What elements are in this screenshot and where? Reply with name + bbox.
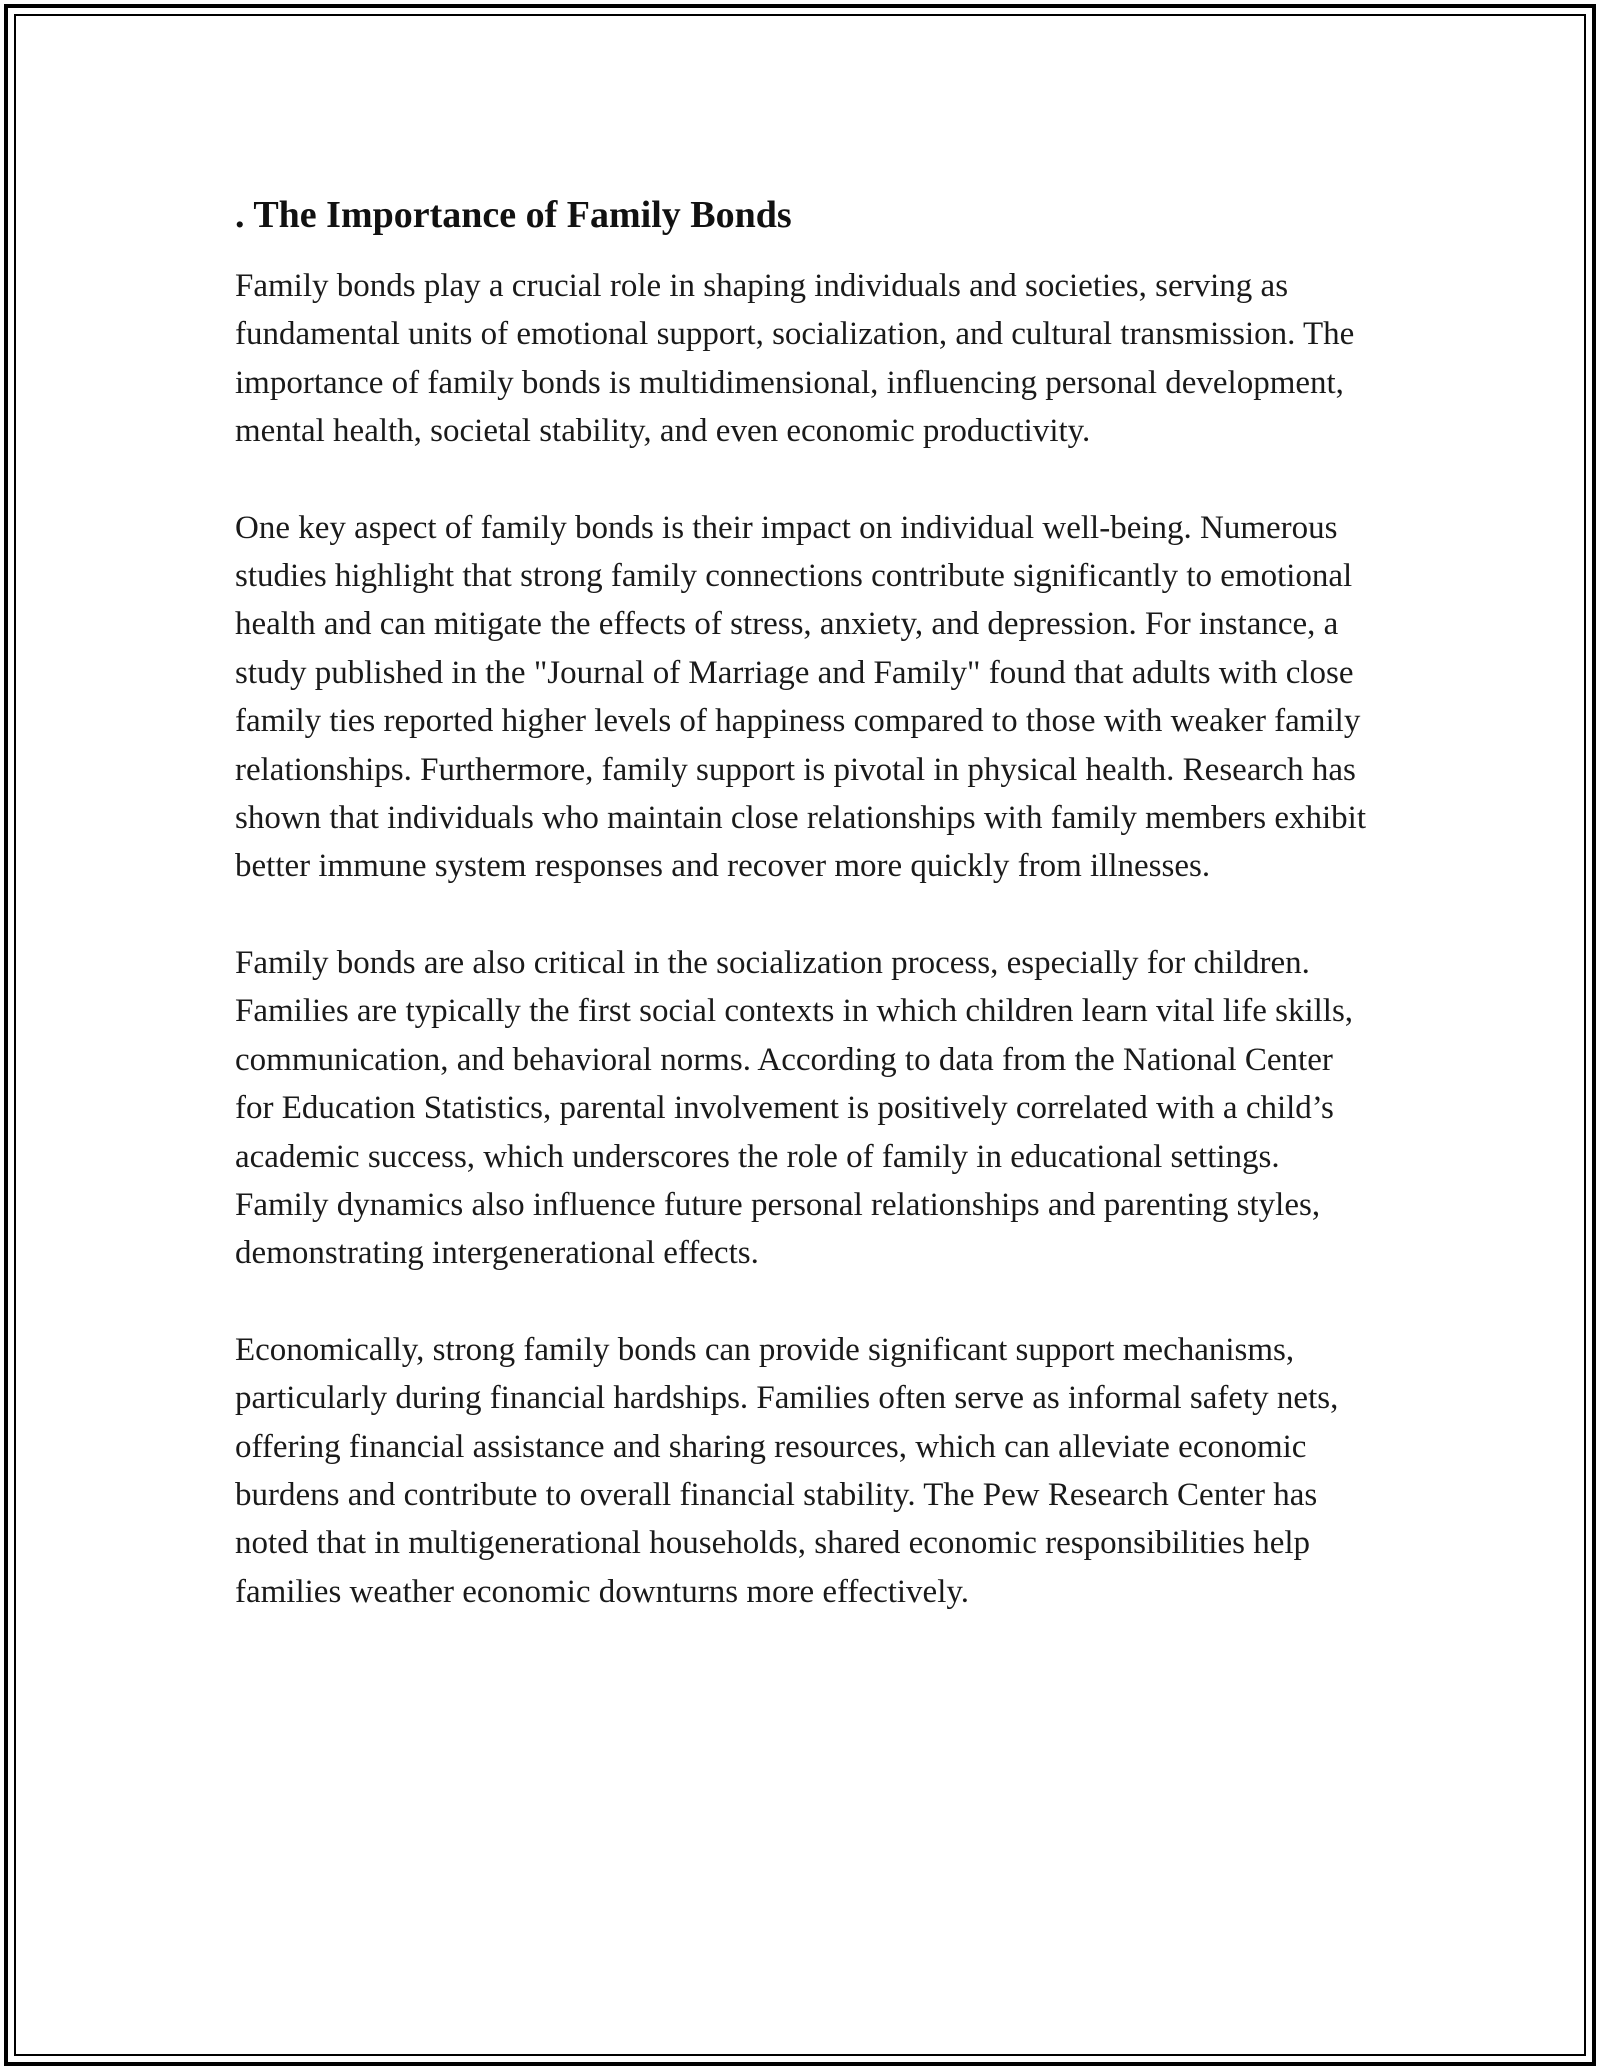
paragraph-introduction: Family bonds play a crucial role in shaping individuals and societies, serving as fundamental units of emotional support, socialization, and cultural transmission. The importance of family bonds is multidimensional, influencing personal development, mental health, societal stability, and even economic productivity.: [235, 268, 1355, 450]
document-title: . The Importance of Family Bonds: [235, 194, 792, 236]
paragraph-economics: Economically, strong family bonds can provide significant support mechanisms, particularly during financial hardships. Families often serve as informal safety nets, offering financial assistance and sharing resources, which can alleviate economic burdens and contribute to overall financial stability. The Pew Research Center has noted that in multigenerational households, shared economic responsibilities help families weather economic downturns more effectively.: [235, 1331, 1339, 1610]
paragraph-well-being: One key aspect of family bonds is their impact on individual well-being. Numerous studies highlight that strong family connections contribute significantly to emotional health and can mitigate the effects of stress, anxiety, and depression. For instance, a study published in the "Journal of Marriage and Family" found that adults with close family ties reported higher levels of happiness compared to those with weaker family relationships. Furthermore, family support is pivotal in physical health. Research has shown that individuals who maintain close relationships with family members exhibit better immune system responses and recover more quickly from illnesses.: [235, 509, 1366, 885]
paragraph-socialization: Family bonds are also critical in the socialization process, especially for children. Families are typically the first social contexts in which children learn vital life skills, communication, and behavioral norms. According to data from the National Center for Education Statistics, parental involvement is positively correlated with a child’s academic success, which underscores the role of family in educational settings. Family dynamics also influence future personal relationships and parenting styles, demonstrating intergenerational effects.: [235, 944, 1354, 1272]
document-body: [235, 188, 1375, 1616]
